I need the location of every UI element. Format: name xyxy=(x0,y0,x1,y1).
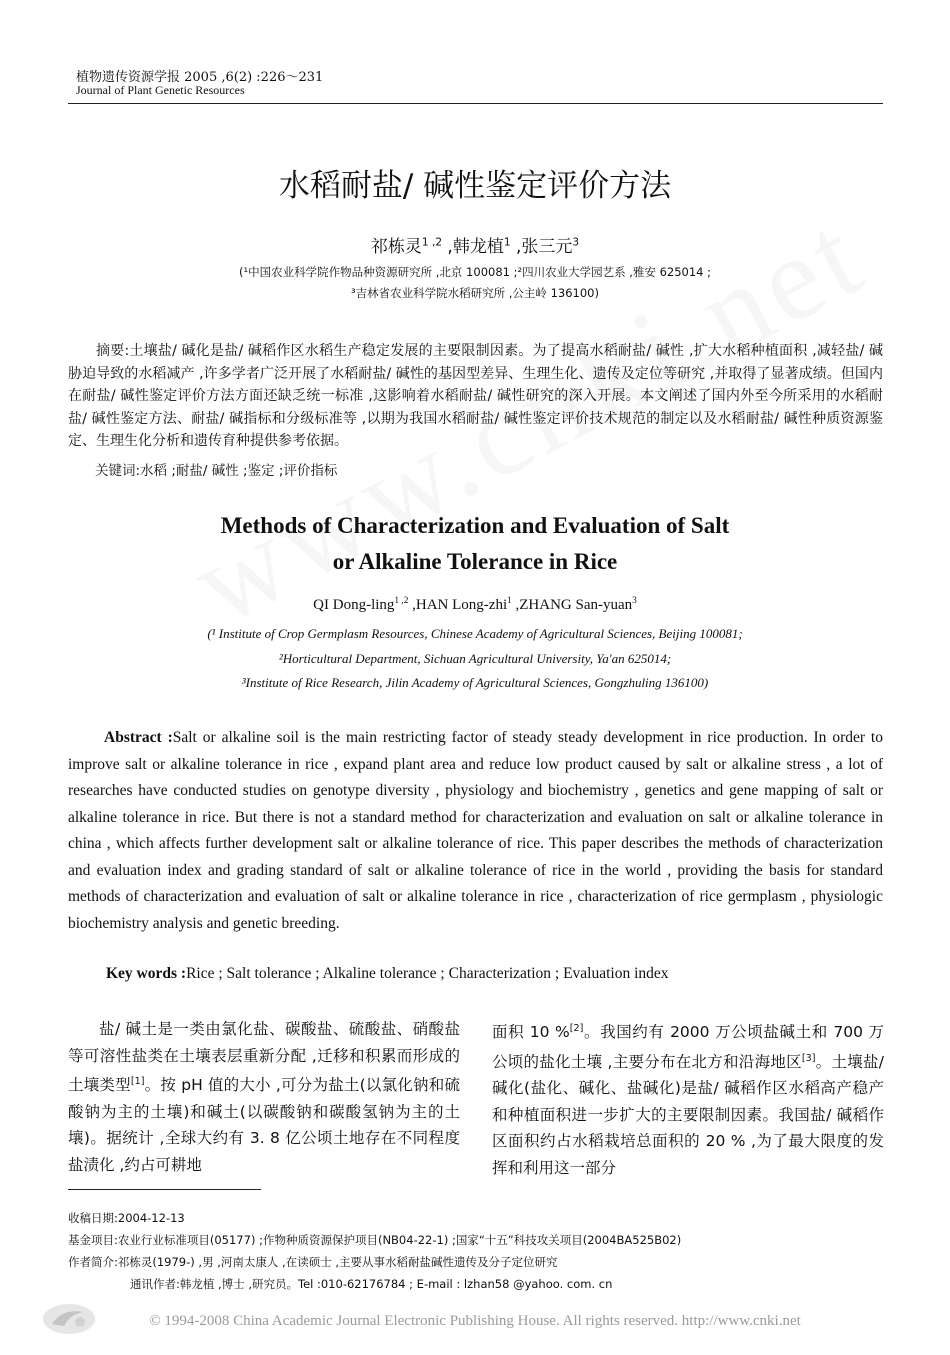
citation-1: [1] xyxy=(130,1076,145,1087)
affiliation-en-line1: (¹ Institute of Crop Germplasm Resources, Chinese Academy of Agricultural Sciences, Beijing 100081; xyxy=(207,626,743,641)
author-en-2-sup: 1 xyxy=(507,596,512,606)
abstract-en xyxy=(68,725,883,937)
body-right-text-2: 。我国约有 2000 万公顷盐碱土和 700 万公顷的盐化土壤 ,主要分布在北方和沿海地区 xyxy=(492,1023,884,1071)
author-1: 祁栋灵 xyxy=(370,237,422,257)
body-column-right xyxy=(492,1016,884,1181)
author-2-sup: 1 xyxy=(503,236,511,249)
copyright-footer: © 1994-2008 China Academic Journal Electronic Publishing House. All rights reserved. http://www.cnki.net xyxy=(149,1313,801,1329)
journal-header-cn: 植物遗传资源学报 2005 ,6(2) :226～231 xyxy=(76,70,324,85)
keywords-cn: 关键词:水稻 ;耐盐/ 碱性 ;鉴定 ;评价指标 xyxy=(95,463,338,479)
title-cn: 水稻耐盐/ 碱性鉴定评价方法 xyxy=(278,168,672,204)
footnote-author-bio: 作者简介:祁栋灵(1979-) ,男 ,河南太康人 ,在读硕士 ,主要从事水稻耐盐碱性遗传及分子定位研究 xyxy=(68,1255,558,1269)
author-en-2: ,HAN Long-zhi xyxy=(408,597,508,613)
footnote-received: 收稿日期:2004-12-13 xyxy=(68,1211,185,1225)
header-rule xyxy=(68,103,883,104)
author-3-sup: 3 xyxy=(572,236,580,249)
author-en-3: ,ZHANG San-yuan xyxy=(511,597,633,613)
affiliation-en-line3: ³Institute of Rice Research, Jilin Academy of Agricultural Sciences, Gongzhuling 136100) xyxy=(241,675,709,690)
author-1-sup: 1 ,2 xyxy=(421,236,443,249)
affiliation-cn-line2: ³吉林省农业科学院水稻研究所 ,公主岭 136100) xyxy=(351,286,599,300)
body-left-text-2: 。按 pH 值的大小 ,可分为盐土(以氯化钠和硫酸钠为主的土壤)和碱土(以碳酸钠和碳酸氢钠为主的土壤)。据统计 ,全球大约有 3. 8 亿公顷土地存在不同程度盐渍化 ,约占可耕地 xyxy=(68,1076,460,1174)
affiliation-en-line2: ²Horticultural Department, Sichuan Agricultural University, Ya'an 625014; xyxy=(278,651,672,666)
keywords-en xyxy=(106,965,669,983)
abstract-en-text: Salt or alkaline soil is the main restricting factor of steady steady development in rice production. In order to improve salt or alkaline tolerance in rice , expand plant area and reduce low product caused by salt or alkaline stress , a lot of researches have conducted studies on genotype diversity , physiology and biochemistry , genetics and gene mapping of salt or alkaline tolerance in rice. But there is not a standard method for characterization and evaluation on salt or alkaline tolerance in china , which affects further development salt or alkaline tolerance of rice. This paper describes the methods of characterization and evaluation index and grading standard of salt or alkaline tolerance of rice in the world , providing the basis for standard methods of characterization and evaluation of salt or alkaline tolerance in rice , characterization of rice germplasm , physiologic biochemistry analysis and genetic breeding. xyxy=(68,729,883,932)
abstract-cn: 摘要:土壤盐/ 碱化是盐/ 碱稻作区水稻生产稳定发展的主要限制因素。为了提高水稻耐盐/ 碱性 ,扩大水稻种植面积 ,减轻盐/ 碱胁迫导致的水稻减产 ,许多学者广泛开展了水稻耐盐/ 碱性的基因型差异、生理生化、遗传及定位等研究 ,并取得了显著成绩。但国内在耐盐/ 碱性鉴定评价方法方面还缺乏统一标准 ,这影响着水稻耐盐/ 碱性研究的深入开展。本文阐述了国内外至今所采用的水稻耐盐/ 碱性鉴定方法、耐盐/ 碱指标和分级标准等 ,以期为我国水稻耐盐/ 碱性鉴定评价技术规范的制定以及水稻耐盐/ 碱性种质资源鉴定、生理生化分析和遗传育种提供参考依据。 xyxy=(68,343,883,449)
body-column-left xyxy=(68,1016,460,1178)
body-left-text-1: 盐/ 碱土是一类由氯化盐、碳酸盐、硫酸盐、硝酸盐等可溶性盐类在土壤表层重新分配 ,迁移和积累而形成的土壤类型 xyxy=(68,1020,460,1095)
citation-3: [3] xyxy=(801,1052,816,1064)
affiliation-cn-line1: (¹中国农业科学院作物品种资源研究所 ,北京 100081 ;²四川农业大学园艺系 ,雅安 625014 ; xyxy=(239,265,711,279)
footnote-correspondence: 通讯作者:韩龙植 ,博士 ,研究员。Tel :010-62176784 ; E-mail : lzhan58 @yahoo. com. cn xyxy=(130,1277,613,1291)
author-en-1-sup: 1 ,2 xyxy=(394,596,409,606)
footnote-funding: 基金项目:农业行业标准项目(05177) ;作物种质资源保护项目(NB04-22-1) ;国家“十五”科技攻关项目(2004BA525B02) xyxy=(68,1233,682,1247)
author-3: ,张三元 xyxy=(510,237,573,257)
citation-2: [2] xyxy=(569,1023,584,1034)
keywords-en-text: Rice ; Salt tolerance ; Alkaline tolerance ; Characterization ; Evaluation index xyxy=(186,965,669,982)
title-en-line2: or Alkaline Tolerance in Rice xyxy=(332,549,618,574)
authors-en xyxy=(0,596,950,614)
abstract-en-label: Abstract : xyxy=(104,729,173,746)
body-right-text-1: 面积 10 % xyxy=(492,1023,570,1042)
journal-header-en: Journal of Plant Genetic Resources xyxy=(76,83,245,97)
title-en-line1: Methods of Characterization and Evaluation of Salt xyxy=(220,513,730,538)
keywords-en-label: Key words : xyxy=(106,965,187,982)
body-right-text-3: 。土壤盐/ 碱化(盐化、碱化、盐碱化)是盐/ 碱稻作区水稻高产稳产和种植面积进一步扩大的主要限制因素。我国盐/ 碱稻作区面积约占水稻栽培总面积的 20 % ,为了最大限度的发挥和利用这一部分 xyxy=(492,1052,884,1177)
author-en-3-sup: 3 xyxy=(632,596,637,606)
authors-cn xyxy=(0,232,950,257)
author-en-1: QI Dong-ling xyxy=(313,597,395,613)
footnote-rule xyxy=(68,1189,261,1190)
author-2: ,韩龙植 xyxy=(442,237,504,257)
